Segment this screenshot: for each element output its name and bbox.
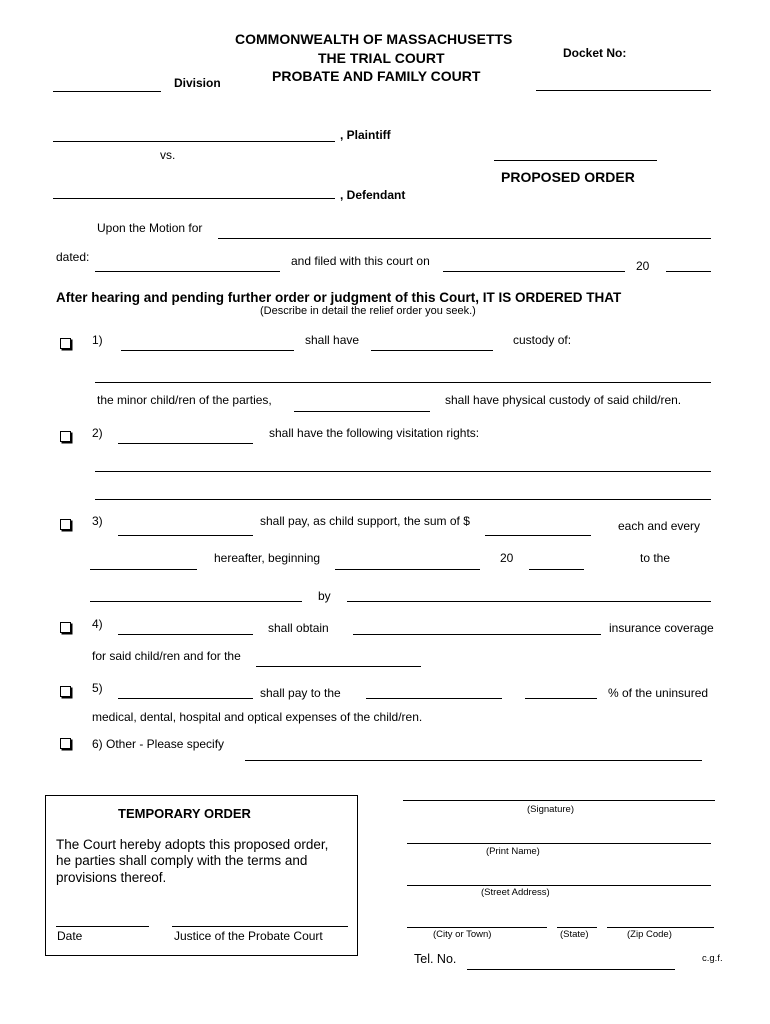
vs-label: vs. — [160, 148, 176, 162]
dated-field[interactable] — [95, 257, 280, 272]
court-title-line2: THE TRIAL COURT — [318, 50, 445, 66]
item-3-period-field[interactable] — [90, 555, 197, 570]
street-address-field[interactable] — [407, 871, 711, 886]
filed-year-field[interactable] — [666, 257, 711, 272]
motion-for-field[interactable] — [218, 224, 711, 239]
temporary-date-label: Date — [57, 929, 83, 943]
order-heading: After hearing and pending further order or judgment of this Court, IT IS ORDERED THAT — [56, 290, 622, 305]
item-5-percent-label: % of the uninsured — [608, 686, 709, 700]
item-1-custody-type-field[interactable] — [371, 336, 493, 351]
temporary-order-title: TEMPORARY ORDER — [118, 806, 251, 821]
item-3-checkbox[interactable] — [60, 519, 71, 530]
division-label: Division — [174, 76, 221, 90]
zip-field[interactable] — [607, 913, 714, 928]
division-field[interactable] — [53, 77, 161, 92]
state-field[interactable] — [557, 913, 597, 928]
item-2-rights-line-2[interactable] — [95, 485, 711, 500]
item-3-number: 3) — [92, 514, 103, 528]
state-caption: (State) — [560, 929, 589, 940]
upon-motion-label: Upon the Motion for — [97, 221, 203, 235]
docket-label: Docket No: — [563, 46, 627, 60]
item-6-label: 6) Other - Please specify — [92, 737, 225, 751]
item-1-shall-have: shall have — [305, 333, 360, 347]
tel-field[interactable] — [467, 955, 675, 970]
temporary-order-body-1: The Court hereby adopts this proposed order, — [56, 837, 329, 852]
item-5-payee-field[interactable] — [366, 684, 502, 699]
year-prefix: 20 — [636, 259, 650, 273]
footer-code: c.g.f. — [702, 953, 723, 964]
print-name-field[interactable] — [407, 829, 711, 844]
dated-label: dated: — [56, 250, 90, 264]
item-1-checkbox[interactable] — [60, 338, 71, 349]
defendant-label: , Defendant — [340, 188, 406, 202]
item-4-number: 4) — [92, 617, 103, 631]
temporary-order-body-2: he parties shall comply with the terms and — [56, 853, 308, 868]
item-6-other-field[interactable] — [245, 746, 702, 761]
plaintiff-label: , Plaintiff — [340, 128, 391, 142]
city-field[interactable] — [407, 913, 547, 928]
item-3-method-field[interactable] — [347, 587, 711, 602]
justice-label: Justice of the Probate Court — [174, 929, 323, 943]
temporary-date-field[interactable] — [56, 912, 149, 927]
item-4-for-label: for said child/ren and for the — [92, 649, 241, 663]
document-title: PROPOSED ORDER — [501, 169, 635, 185]
print-name-caption: (Print Name) — [486, 846, 540, 857]
item-3-pay-label: shall pay, as child support, the sum of $ — [260, 514, 470, 528]
item-1-number: 1) — [92, 333, 103, 347]
item-3-by-label: by — [318, 589, 331, 603]
item-3-amount-field[interactable] — [485, 521, 591, 536]
item-1-physical-party-field[interactable] — [294, 397, 430, 412]
item-3-party-field[interactable] — [118, 521, 253, 536]
filed-label: and filed with this court on — [291, 254, 430, 268]
item-3-year-prefix: 20 — [500, 551, 514, 565]
item-4-checkbox[interactable] — [60, 622, 71, 633]
item-5-percent-field[interactable] — [525, 684, 597, 699]
item-3-each-label: each and every — [618, 519, 701, 533]
item-3-year-field[interactable] — [529, 555, 584, 570]
item-5-checkbox[interactable] — [60, 686, 71, 697]
item-5-number: 5) — [92, 681, 103, 695]
signature-caption: (Signature) — [527, 804, 574, 815]
item-1-physical-label: shall have physical custody of said child/ren. — [445, 393, 682, 407]
court-title-line3: PROBATE AND FAMILY COURT — [272, 68, 481, 84]
item-4-for-field[interactable] — [256, 652, 421, 667]
plaintiff-field[interactable] — [53, 127, 335, 142]
zip-caption: (Zip Code) — [627, 929, 672, 940]
item-1-children-field[interactable] — [95, 368, 711, 383]
item-3-payee-field[interactable] — [90, 587, 302, 602]
item-4-insurance-type-field[interactable] — [353, 620, 601, 635]
order-subheading: (Describe in detail the relief order you seek.) — [260, 305, 476, 317]
item-5-expenses-label: medical, dental, hospital and optical expenses of the child/ren. — [92, 710, 423, 724]
city-caption: (City or Town) — [433, 929, 492, 940]
item-4-insurance-label: insurance coverage — [609, 621, 714, 635]
item-2-party-field[interactable] — [118, 429, 253, 444]
item-3-hereafter-label: hereafter, beginning — [214, 551, 321, 565]
item-4-obtain-label: shall obtain — [268, 621, 329, 635]
item-2-number: 2) — [92, 426, 103, 440]
item-5-party-field[interactable] — [118, 684, 253, 699]
tel-label: Tel. No. — [414, 952, 457, 966]
item-5-pay-to-label: shall pay to the — [260, 686, 341, 700]
item-1-custody-of: custody of: — [513, 333, 572, 347]
signature-field[interactable] — [403, 786, 715, 801]
item-4-party-field[interactable] — [118, 620, 253, 635]
docket-number-field[interactable] — [536, 76, 711, 91]
justice-signature-field[interactable] — [172, 912, 348, 927]
item-6-checkbox[interactable] — [60, 738, 71, 749]
item-3-begin-date-field[interactable] — [335, 555, 480, 570]
item-2-checkbox[interactable] — [60, 431, 71, 442]
defendant-field[interactable] — [53, 184, 335, 199]
item-1-party-field[interactable] — [121, 336, 294, 351]
court-title-line1: COMMONWEALTH OF MASSACHUSETTS — [235, 31, 513, 47]
item-2-rights-line-1[interactable] — [95, 457, 711, 472]
temporary-order-body-3: provisions thereof. — [56, 870, 167, 885]
filed-date-field[interactable] — [443, 257, 625, 272]
item-1-minor-label: the minor child/ren of the parties, — [97, 393, 272, 407]
item-2-text: shall have the following visitation rights: — [269, 426, 480, 440]
street-address-caption: (Street Address) — [481, 887, 550, 898]
item-3-to-the-label: to the — [640, 551, 671, 565]
title-line-field[interactable] — [494, 146, 657, 161]
